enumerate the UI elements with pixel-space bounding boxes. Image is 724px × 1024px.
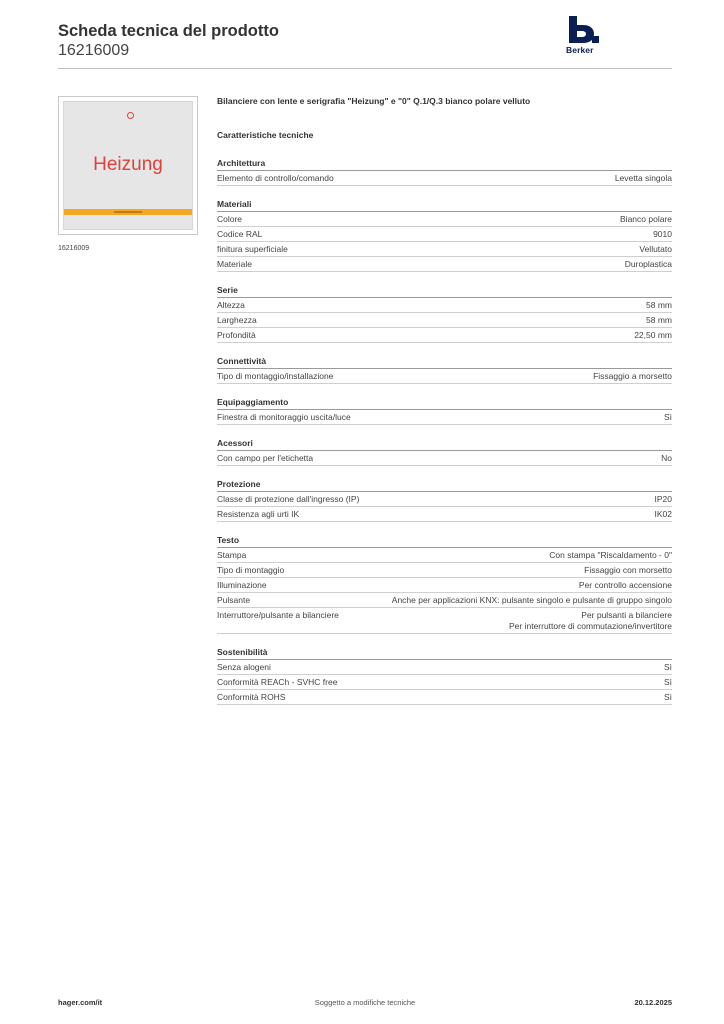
spec-label: Colore	[217, 214, 243, 224]
spec-label: Conformità REACh - SVHC free	[217, 677, 338, 687]
spec-main-heading: Caratteristiche tecniche	[217, 130, 314, 140]
spec-value: IP20	[654, 494, 672, 504]
spec-label: Classe di protezione dall'ingresso (IP)	[217, 494, 360, 504]
spec-value: Sì	[663, 662, 672, 672]
spec-value: Sì	[663, 412, 672, 422]
spec-row	[217, 660, 672, 675]
spec-value: Anche per applicazioni KNX: pulsante singolo e pulsante di gruppo singolo	[391, 595, 672, 605]
spec-value: Duroplastica	[624, 259, 672, 269]
spec-section	[217, 397, 672, 425]
section-title: Protezione	[217, 479, 672, 492]
spec-label: Con campo per l'etichetta	[217, 453, 314, 463]
spec-row	[217, 690, 672, 705]
spec-row	[217, 507, 672, 522]
spec-row	[217, 578, 672, 593]
spec-label: Resistenza agli urti IK	[217, 509, 300, 519]
spec-value: Sì	[663, 692, 672, 702]
footer-website: hager.com/it	[58, 998, 103, 1007]
spec-label: Tipo di montaggio	[217, 565, 285, 575]
product-name: Bilanciere con lente e serigrafia "Heizung" e "0" Q.1/Q.3 bianco polare velluto	[217, 96, 531, 106]
spec-value: Per pulsanti a bilanciere Per interruttore di commutazione/invertitore	[509, 610, 672, 631]
spec-label: Elemento di controllo/comando	[217, 173, 334, 183]
spec-label: Profondità	[217, 330, 256, 340]
spec-row	[217, 171, 672, 186]
spec-section	[217, 438, 672, 466]
section-title: Acessori	[217, 438, 672, 451]
spec-row	[217, 227, 672, 242]
spec-row	[217, 492, 672, 507]
section-title: Serie	[217, 285, 672, 298]
section-title: Connettività	[217, 356, 672, 369]
spec-section	[217, 647, 672, 705]
section-title: Sostenibilità	[217, 647, 672, 660]
spec-label: Senza alogeni	[217, 662, 271, 672]
spec-label: Conformità ROHS	[217, 692, 286, 702]
spec-value: 58 mm	[646, 315, 672, 325]
spec-row	[217, 608, 672, 634]
spec-label: Illuminazione	[217, 580, 267, 590]
section-title: Equipaggiamento	[217, 397, 672, 410]
spec-label: Altezza	[217, 300, 245, 310]
spec-value: Sì	[663, 677, 672, 687]
section-title: Materiali	[217, 199, 672, 212]
spec-section	[217, 158, 672, 186]
spec-label: Materiale	[217, 259, 252, 269]
spec-label: Pulsante	[217, 595, 251, 605]
spec-content	[217, 96, 672, 705]
rocker-print-text: Heizung	[93, 154, 163, 175]
spec-label: Finestra di monitoraggio uscita/luce	[217, 412, 351, 422]
spec-section	[217, 285, 672, 343]
spec-value: Fissaggio a morsetto	[593, 371, 672, 381]
page-footer	[58, 998, 672, 1010]
berker-b-icon	[566, 16, 600, 44]
spec-row	[217, 328, 672, 343]
product-image	[58, 96, 198, 235]
spec-row	[217, 257, 672, 272]
section-title: Testo	[217, 535, 672, 548]
spec-value: 58 mm	[646, 300, 672, 310]
spec-value: Bianco polare	[620, 214, 672, 224]
label-window-bar	[64, 209, 192, 215]
page-title: Scheda tecnica del prodotto	[58, 22, 279, 40]
spec-label: Stampa	[217, 550, 247, 560]
spec-row	[217, 593, 672, 608]
spec-section	[217, 535, 672, 634]
spec-row	[217, 313, 672, 328]
spec-row	[217, 563, 672, 578]
spec-row	[217, 212, 672, 227]
spec-value: Levetta singola	[614, 173, 672, 183]
indicator-ring-icon	[127, 112, 134, 119]
spec-value: 9010	[653, 229, 672, 239]
spec-row	[217, 675, 672, 690]
spec-value: Per controllo accensione	[578, 580, 672, 590]
image-caption-code: 16216009	[58, 245, 90, 252]
spec-value: Fissaggio con morsetto	[584, 565, 672, 575]
header-divider	[58, 68, 672, 69]
spec-value: IK02	[654, 509, 672, 519]
spec-value: Con stampa "Riscaldamento - 0"	[549, 550, 672, 560]
spec-section	[217, 479, 672, 522]
footer-date: 20.12.2025	[634, 998, 672, 1007]
spec-label: finitura superficiale	[217, 244, 288, 254]
section-title: Architettura	[217, 158, 672, 171]
spec-value: Vellutato	[639, 244, 672, 254]
spec-row	[217, 298, 672, 313]
spec-label: Interruttore/pulsante a bilanciere	[217, 610, 339, 620]
spec-row	[217, 242, 672, 257]
spec-row	[217, 410, 672, 425]
rocker-switch-illustration	[63, 101, 193, 230]
spec-row	[217, 369, 672, 384]
product-code-heading: 16216009	[58, 42, 130, 59]
spec-label: Codice RAL	[217, 229, 263, 239]
spec-sections	[217, 158, 672, 705]
page-header	[58, 22, 279, 60]
spec-row	[217, 548, 672, 563]
logo-text: Berker	[566, 45, 594, 55]
footer-notice: Soggetto a modifiche tecniche	[314, 998, 416, 1007]
spec-label: Tipo di montaggio/installazione	[217, 371, 334, 381]
spec-section	[217, 199, 672, 272]
spec-row	[217, 451, 672, 466]
spec-value: No	[661, 453, 672, 463]
spec-value: 22,50 mm	[634, 330, 672, 340]
berker-logo	[566, 16, 606, 58]
spec-section	[217, 356, 672, 384]
spec-label: Larghezza	[217, 315, 257, 325]
